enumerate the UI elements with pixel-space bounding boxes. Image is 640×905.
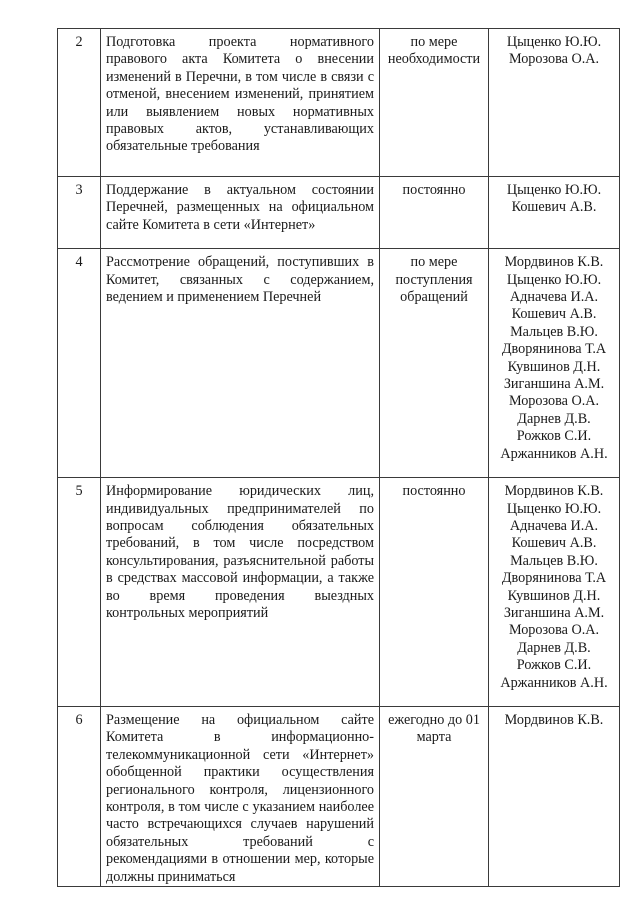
activity-term: постоянно — [380, 478, 489, 707]
responsible-persons — [489, 249, 620, 478]
responsible-persons — [489, 706, 620, 886]
responsible-person: Зиганшина А.М. — [503, 604, 605, 621]
responsible-person: Аржанников А.Н. — [500, 674, 608, 691]
responsible-person: Цыценко Ю.Ю. — [506, 500, 602, 517]
table-row — [58, 706, 620, 886]
activity-description: Размещение на официальном сайте Комитета в информационно-телекоммуникационной сети «Интернет» обобщенной практики осуществления регионального контроля, лицензионного контроля, в том числе с указанием наиболее часто встречающихся случаев нарушений обязательных требований с рекомендациями в отношении мер, которые должны приниматься — [101, 706, 380, 886]
responsible-person: Кошевич А.В. — [511, 306, 597, 323]
activity-term: по мере необходимости — [380, 29, 489, 177]
responsible-persons — [489, 29, 620, 177]
responsible-person: Дарнев Д.В. — [517, 639, 591, 656]
row-number: 5 — [58, 478, 101, 707]
responsible-person: Дворянинова Т.А — [501, 570, 607, 587]
activity-description: Поддержание в актуальном состоянии Перечней, размещенных на официальном сайте Комитета в сети «Интернет» — [101, 177, 380, 249]
responsible-person: Мордвинов К.В. — [504, 483, 604, 500]
row-number: 3 — [58, 177, 101, 249]
responsible-person: Мордвинов К.В. — [504, 711, 604, 728]
responsible-person: Мальцев В.Ю. — [510, 552, 598, 569]
table-row — [58, 478, 620, 707]
table-row — [58, 249, 620, 478]
activity-description: Подготовка проекта нормативного правового акта Комитета о внесении изменений в Перечни, в том числе в связи с отменой, внесением изменений, принятием или выявлением новых нормативных правовых актов, устанавливающих обязательные требования — [101, 29, 380, 177]
responsible-person: Рожков С.И. — [516, 657, 592, 674]
responsible-person: Кошевич А.В. — [511, 199, 597, 216]
responsible-person: Кувшинов Д.Н. — [507, 587, 601, 604]
activity-description: Информирование юридических лиц, индивидуальных предпринимателей по вопросам соблюдения обязательных требований, в том числе посредством консультирования, разъяснительной работы в средствах массовой информации, а также во время проведения выездных контрольных мероприятий — [101, 478, 380, 707]
activity-term: ежегодно до 01 марта — [380, 706, 489, 886]
responsible-person: Зиганшина А.М. — [503, 376, 605, 393]
row-number: 4 — [58, 249, 101, 478]
responsible-person: Морозова О.А. — [508, 51, 600, 68]
activity-term: по мере поступления обращений — [380, 249, 489, 478]
responsible-person: Адначева И.А. — [509, 517, 599, 534]
responsible-person: Адначева И.А. — [509, 289, 599, 306]
responsible-person: Кошевич А.В. — [511, 535, 597, 552]
responsible-person: Мальцев В.Ю. — [510, 323, 598, 340]
table-row — [58, 29, 620, 177]
responsible-person: Дворянинова Т.А — [501, 341, 607, 358]
activities-table — [57, 28, 620, 887]
responsible-person: Цыценко Ю.Ю. — [506, 182, 602, 198]
responsible-person: Морозова О.А. — [508, 393, 600, 410]
responsible-person: Рожков С.И. — [516, 428, 592, 445]
table-row — [58, 177, 620, 249]
row-number: 2 — [58, 29, 101, 177]
responsible-person: Аржанников А.Н. — [500, 445, 608, 462]
responsible-person: Морозова О.А. — [508, 622, 600, 639]
responsible-person: Цыценко Ю.Ю. — [506, 34, 602, 50]
responsible-persons — [489, 478, 620, 707]
responsible-persons — [489, 177, 620, 249]
responsible-person: Дарнев Д.В. — [517, 410, 591, 427]
responsible-person: Мордвинов К.В. — [504, 254, 604, 271]
activity-term: постоянно — [380, 177, 489, 249]
responsible-person: Кувшинов Д.Н. — [507, 358, 601, 375]
responsible-person: Цыценко Ю.Ю. — [506, 271, 602, 288]
row-number: 6 — [58, 706, 101, 886]
activity-description: Рассмотрение обращений, поступивших в Комитет, связанных с содержанием, ведением и применением Перечней — [101, 249, 380, 478]
